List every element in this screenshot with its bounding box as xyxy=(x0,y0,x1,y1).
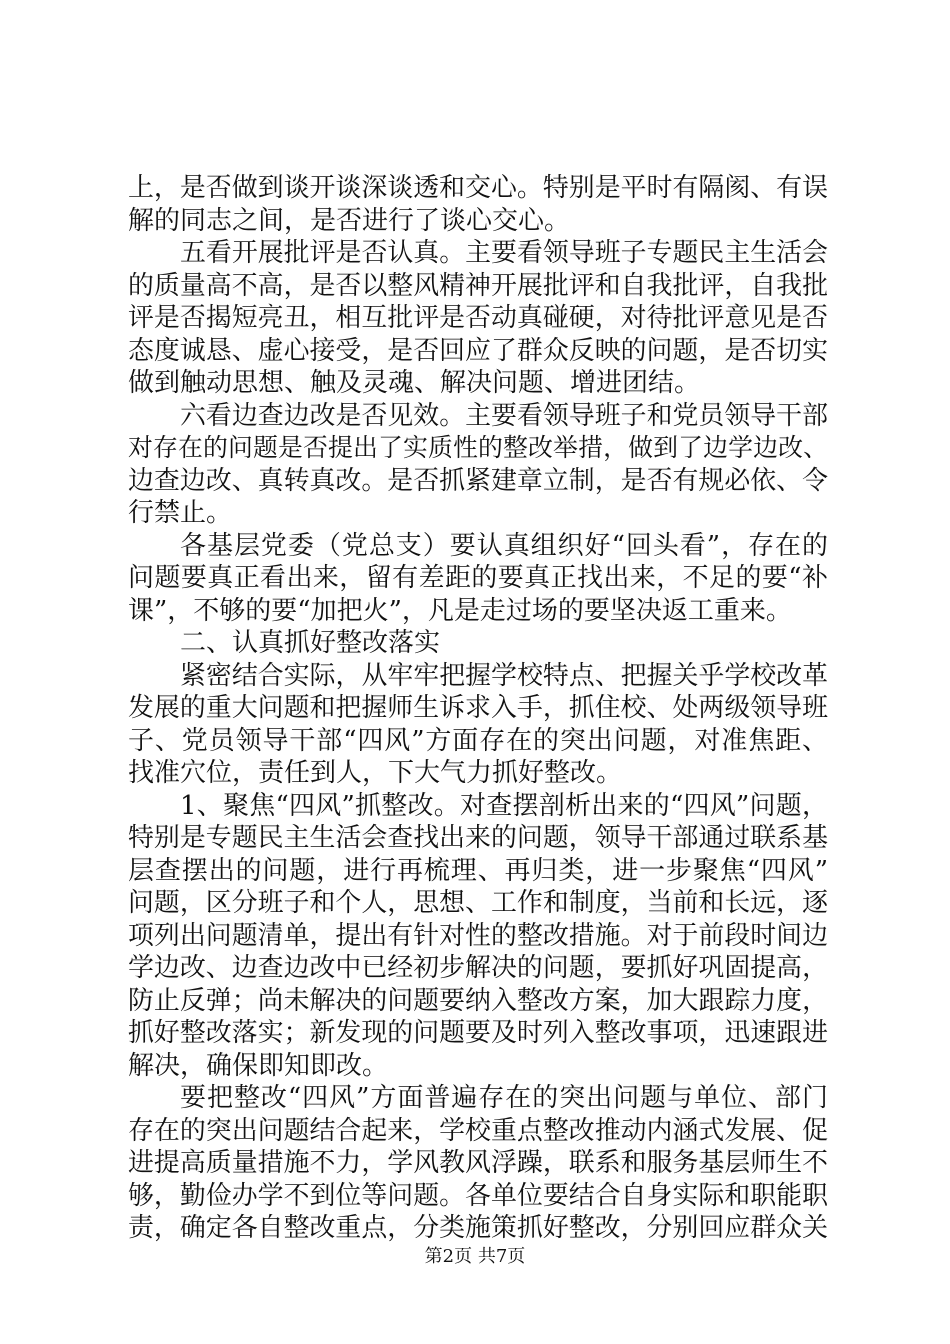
page-footer: 第2页 共7页 xyxy=(424,1246,526,1267)
text-line: 解决，确保即知即改。 xyxy=(128,1050,389,1081)
text-line: 学边改、边查边改中已经初步解决的问题，要抓好巩固提高， xyxy=(128,953,828,983)
text-line: 1、聚焦“四风”抓整改。对查摆剖析出来的“四风”问题， xyxy=(180,790,828,821)
text-line: 做到触动思想、触及灵魂、解决问题、增进团结。 xyxy=(128,368,701,398)
text-line: 找准穴位，责任到人，下大气力抓好整改。 xyxy=(128,758,623,788)
text-line: 各基层党委（党总支）要认真组织好“回头看”，存在的 xyxy=(180,530,828,561)
text-line: 存在的突出问题结合起来，学校重点整改推动内涵式发展、促 xyxy=(128,1115,828,1146)
text-line: 态度诚恳、虚心接受，是否回应了群众反映的问题，是否切实 xyxy=(128,335,828,366)
text-line: 五看开展批评是否认真。主要看领导班子专题民主生活会 xyxy=(180,238,828,268)
text-line: 防止反弹；尚未解决的问题要纳入整改方案，加大跟踪力度， xyxy=(128,985,828,1016)
text-line: 对存在的问题是否提出了实质性的整改举措，做到了边学边改、 xyxy=(128,433,828,462)
text-line: 项列出问题清单，提出有针对性的整改措施。对于前段时间边 xyxy=(128,920,828,951)
text-line: 抓好整改落实；新发现的问题要及时列入整改事项，迅速跟进 xyxy=(128,1018,828,1048)
text-line: 行禁止。 xyxy=(128,498,233,528)
text-line: 上，是否做到谈开谈深谈透和交心。特别是平时有隔阂、有误 xyxy=(128,173,828,203)
text-line: 的质量高不高，是否以整风精神开展批评和自我批评，自我批 xyxy=(128,270,828,301)
text-line: 够，勤俭办学不到位等问题。各单位要结合自身实际和职能职 xyxy=(128,1180,828,1211)
text-line: 责，确定各自整改重点，分类施策抓好整改，分别回应群众关 xyxy=(128,1213,828,1243)
text-line: 发展的重大问题和把握师生诉求入手，抓住校、处两级领导班 xyxy=(128,693,828,723)
text-line: 课”，不够的要“加把火”，凡是走过场的要坚决返工重来。 xyxy=(128,595,792,626)
text-line: 紧密结合实际，从牢牢把握学校特点、把握关乎学校改革 xyxy=(180,660,828,691)
text-line: 六看边查边改是否见效。主要看领导班子和党员领导干部 xyxy=(180,400,828,431)
text-line: 评是否揭短亮丑，相互批评是否动真碰硬，对待批评意见是否 xyxy=(128,303,828,333)
text-line: 边查边改、真转真改。是否抓紧建章立制，是否有规必依、令 xyxy=(128,465,828,496)
text-line: 层查摆出的问题，进行再梳理、再归类，进一步聚焦“四风” xyxy=(128,855,828,886)
text-line: 问题要真正看出来，留有差距的要真正找出来，不足的要“补 xyxy=(128,563,828,593)
text-line: 二、认真抓好整改落实 xyxy=(180,628,441,658)
text-line: 解的同志之间，是否进行了谈心交心。 xyxy=(128,205,571,236)
text-line: 子、党员领导干部“四风”方面存在的突出问题，对准焦距、 xyxy=(128,725,828,756)
text-line: 进提高质量措施不力，学风教风浮躁，联系和服务基层师生不 xyxy=(128,1148,828,1178)
text-line: 特别是专题民主生活会查找出来的问题，领导干部通过联系基 xyxy=(128,823,828,853)
text-line: 要把整改“四风”方面普遍存在的突出问题与单位、部门 xyxy=(180,1083,828,1113)
text-line: 问题，区分班子和个人，思想、工作和制度，当前和长远，逐 xyxy=(128,888,828,918)
document-body xyxy=(128,172,828,1245)
